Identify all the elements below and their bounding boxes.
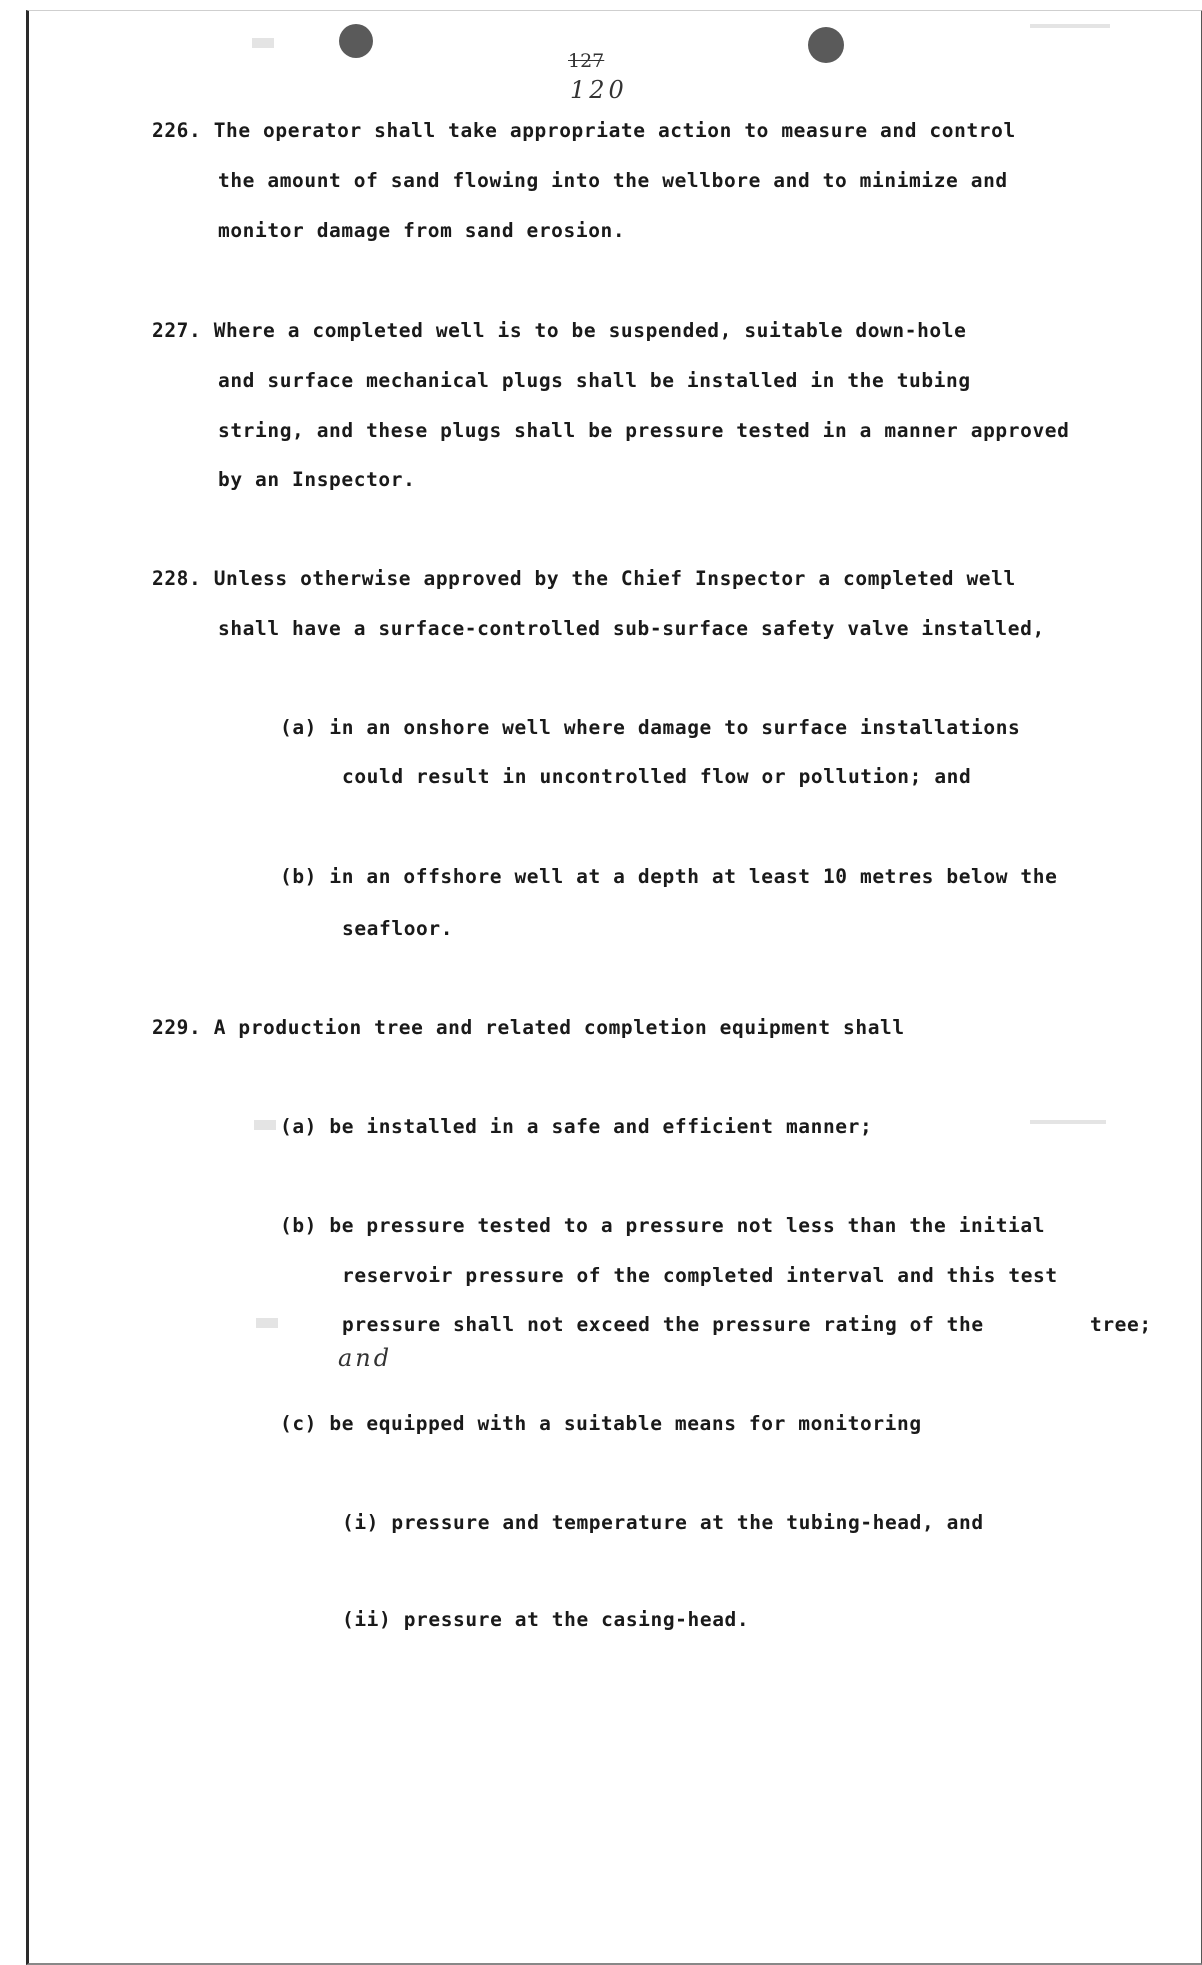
text-line: pressure shall not exceed the pressure rating of the (342, 1313, 984, 1336)
punch-hole-left (339, 24, 373, 58)
text-line: 226. The operator shall take appropriate action to measure and control (152, 119, 1016, 142)
text-line: 227. Where a completed well is to be suspended, suitable down-hole (152, 319, 967, 342)
text-line: by an Inspector. (218, 468, 416, 491)
text-line: string, and these plugs shall be pressure tested in a manner approved (218, 419, 1070, 442)
page-number-struck: 127 (568, 50, 605, 72)
text-line: reservoir pressure of the completed interval and this test (342, 1264, 1058, 1287)
text-line: (i) pressure and temperature at the tubing-head, and (342, 1511, 984, 1534)
scan-smudge (1030, 24, 1110, 28)
text-line: 228. Unless otherwise approved by the Chief Inspector a completed well (152, 567, 1016, 590)
scan-smudge (252, 38, 274, 48)
text-line: and surface mechanical plugs shall be installed in the tubing (218, 369, 971, 392)
handwritten-insert: and (338, 1344, 393, 1372)
text-line: (a) be installed in a safe and efficient manner; (280, 1115, 873, 1138)
text-line: monitor damage from sand erosion. (218, 219, 626, 242)
scan-smudge (254, 1120, 276, 1130)
text-line: (c) be equipped with a suitable means for monitoring (280, 1412, 922, 1435)
text-line: (ii) pressure at the casing-head. (342, 1608, 750, 1631)
page-number-handwritten: 120 (570, 76, 628, 104)
scan-smudge (256, 1318, 278, 1328)
punch-hole-right (808, 27, 844, 63)
text-line: (a) in an onshore well where damage to surface installations (280, 716, 1021, 739)
text-line: (b) in an offshore well at a depth at least 10 metres below the (280, 865, 1058, 888)
text-line: seafloor. (342, 917, 454, 940)
scan-smudge (1030, 1120, 1106, 1124)
text-line: 229. A production tree and related completion equipment shall (152, 1016, 905, 1039)
text-line: the amount of sand flowing into the wellbore and to minimize and (218, 169, 1008, 192)
text-line: shall have a surface-controlled sub-surface safety valve installed, (218, 617, 1045, 640)
text-line: (b) be pressure tested to a pressure not less than the initial (280, 1214, 1046, 1237)
text-line: tree; (1090, 1313, 1152, 1336)
text-line: could result in uncontrolled flow or pollution; and (342, 765, 972, 788)
document-page (26, 10, 1202, 1965)
